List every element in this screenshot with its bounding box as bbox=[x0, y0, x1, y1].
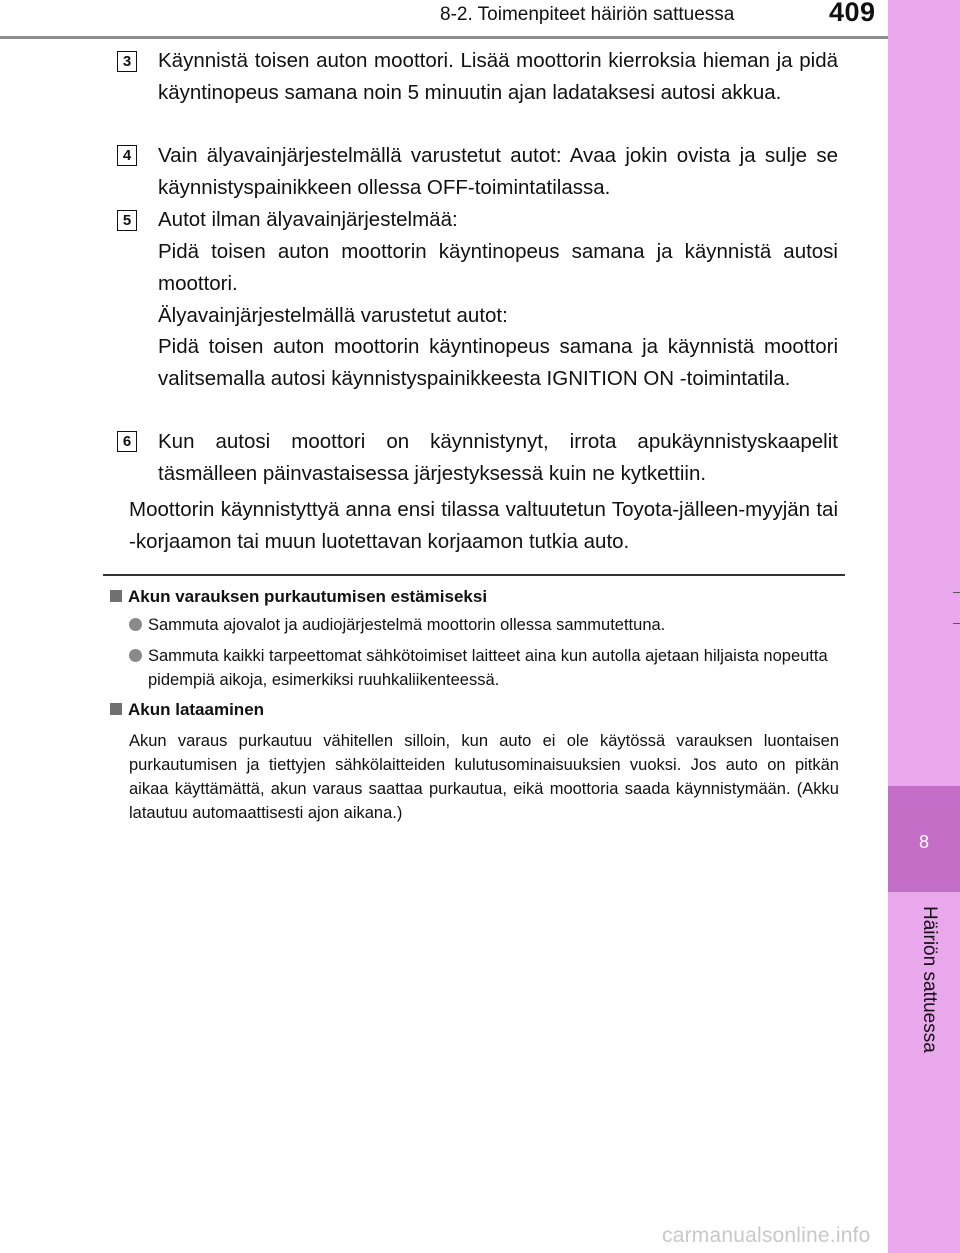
step-subheading: Älyavainjärjestelmällä varustetut autot: bbox=[158, 304, 508, 327]
square-bullet-icon bbox=[110, 703, 122, 715]
chapter-label: Häiriön sattuessa bbox=[919, 906, 940, 1053]
list-item-text: Sammuta ajovalot ja audiojärjestelmä moottorin ollessa sammutettuna. bbox=[148, 616, 666, 634]
step-text: Kun autosi moottori on käynnistynyt, irrota apukäynnistyskaapelit täsmälleen päinvastaisessa järjestyksessä kuin ne kytkettiin. bbox=[158, 430, 838, 485]
step-text: Vain älyavainjärjestelmällä varustetut autot: Avaa jokin ovista ja sulje se käynnistyspainikkeen ollessa OFF-toimintatilassa. bbox=[158, 144, 838, 199]
step-text: Pidä toisen auton moottorin käyntinopeus samana ja käynnistä autosi moottori. bbox=[158, 240, 838, 295]
section-divider bbox=[103, 574, 845, 576]
header-divider bbox=[0, 36, 888, 39]
square-bullet-icon bbox=[110, 590, 122, 602]
step-subheading: Autot ilman älyavainjärjestelmää: bbox=[158, 208, 458, 231]
step-text: Käynnistä toisen auton moottori. Lisää moottorin kierroksia hieman ja pidä käyntinopeus samana noin 5 minuutin ajan ladataksesi autosi akkua. bbox=[158, 49, 838, 104]
margin-tick bbox=[953, 623, 960, 624]
note-heading bbox=[110, 587, 487, 607]
circle-bullet-icon bbox=[129, 649, 142, 662]
note-title: Akun lataaminen bbox=[128, 700, 265, 719]
step-number-badge: 4 bbox=[117, 145, 137, 166]
note-heading bbox=[110, 700, 264, 720]
watermark: carmanualsonline.info bbox=[662, 1224, 871, 1247]
list-item bbox=[129, 645, 847, 692]
note-title: Akun varauksen purkautumisen estämiseksi bbox=[128, 587, 488, 606]
list-item bbox=[129, 614, 847, 638]
note-body: Akun varaus purkautuu vähitellen silloin, kun auto ei ole käytössä varauksen luontaisen purkautumisen ja tiettyjen sähkölaitteiden kulutusominaisuuksien vuoksi. Jos auto on pitkän aikaa käyttämättä, akun varaus saattaa purkautua, eikä moottoria saada käynnistymään. (Akku latautuu automaattisesti ajon aikana.) bbox=[129, 732, 839, 822]
list-item-text: Sammuta kaikki tarpeettomat sähkötoimiset laitteet aina kun autolla ajetaan hiljaista nopeutta pidempiä aikoja, esimerkiksi ruuhkaliikenteessä. bbox=[148, 647, 828, 689]
circle-bullet-icon bbox=[129, 618, 142, 631]
step-number-badge: 5 bbox=[117, 210, 137, 231]
step-number-badge: 3 bbox=[117, 51, 137, 72]
page-number: 409 bbox=[829, 0, 876, 27]
margin-tick bbox=[953, 592, 960, 593]
section-title: 8-2. Toimenpiteet häiriön sattuessa bbox=[440, 4, 735, 25]
step-number-badge: 6 bbox=[117, 431, 137, 452]
chapter-side-tab bbox=[888, 0, 960, 1253]
chapter-number: 8 bbox=[888, 786, 960, 892]
body-paragraph: Moottorin käynnistyttyä anna ensi tilassa valtuutetun Toyota-jälleen-myyjän tai -korjaamon tai muun luotettavan korjaamon tutkia auto. bbox=[129, 498, 838, 553]
step-text: Pidä toisen auton moottorin käyntinopeus samana ja käynnistä moottori valitsemalla autosi käynnistyspainikkeesta IGNITION ON -toimintatila. bbox=[158, 335, 838, 390]
